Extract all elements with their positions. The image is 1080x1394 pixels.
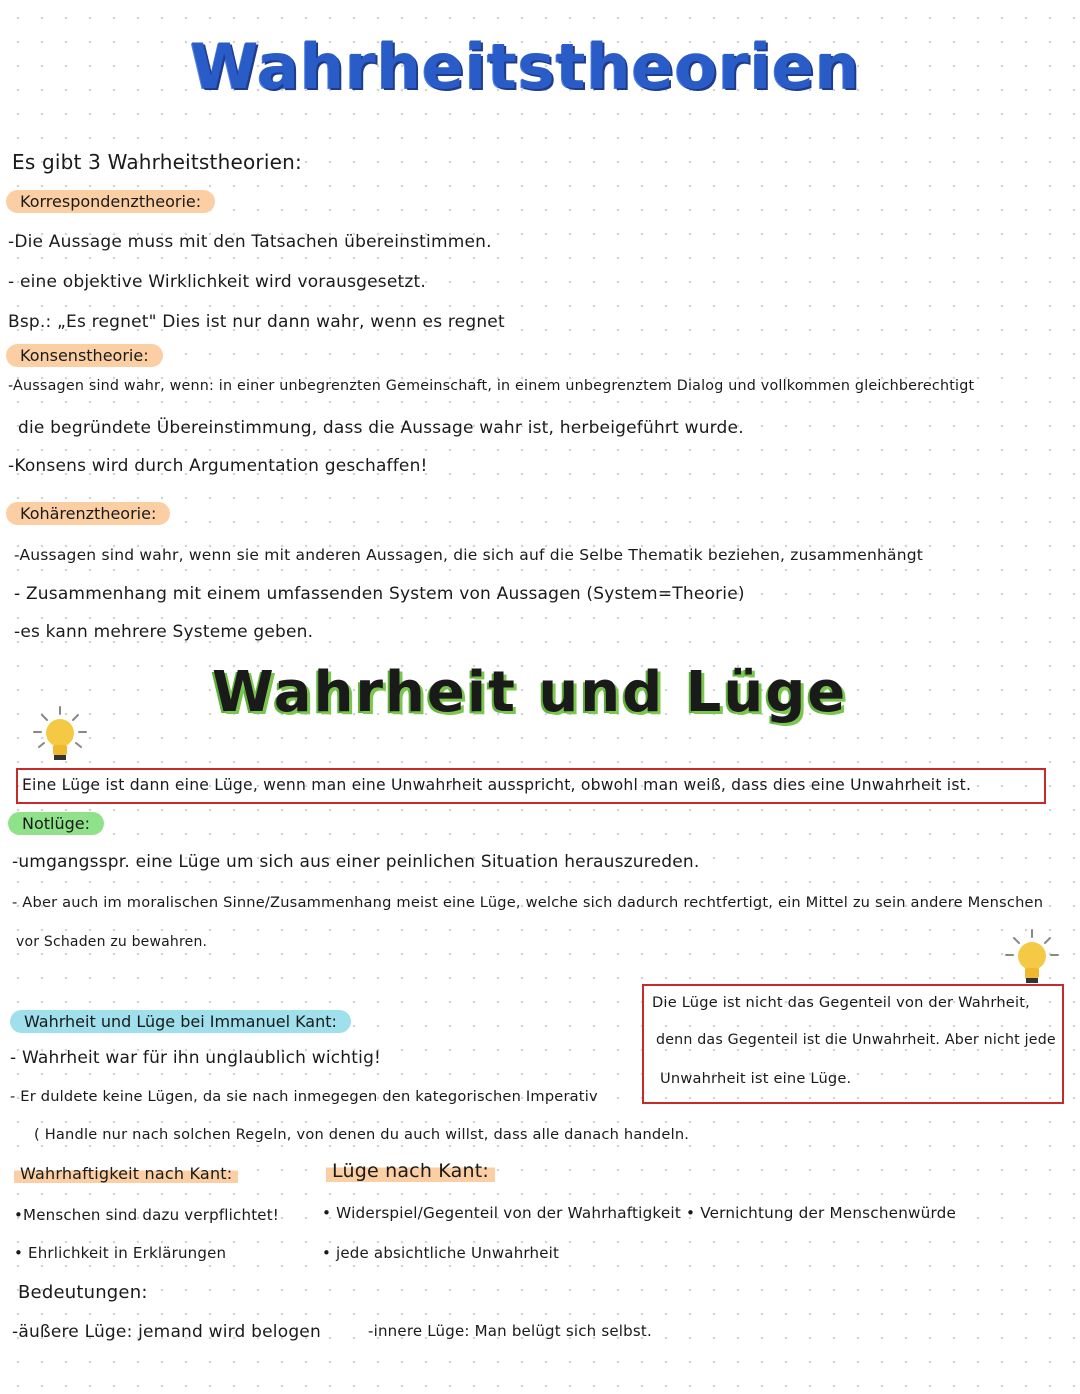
gegenteil-line-1: Die Lüge ist nicht das Gegenteil von der Wahrheit, [652, 994, 1030, 1011]
page-title: Wahrheitstheorien [190, 30, 861, 103]
section-title: Wahrheit und Lüge [212, 660, 848, 725]
definition-text: Eine Lüge ist dann eine Lüge, wenn man eine Unwahrheit ausspricht, obwohl man weiß, dass dies eine Unwahrheit ist. [22, 776, 972, 794]
korrespondenz-example: Bsp.: „Es regnet" Dies ist nur dann wahr, wenn es regnet [8, 312, 505, 332]
luege-kant-item-2: • jede absichtliche Unwahrheit [322, 1244, 560, 1262]
notluege-line-1: -umgangsspr. eine Lüge um sich aus einer peinlichen Situation herauszureden. [12, 852, 700, 872]
lightbulb-icon [30, 705, 90, 765]
korrespondenz-heading: Korrespondenztheorie: [6, 190, 215, 213]
aeussere-luege: -äußere Lüge: jemand wird belogen [12, 1322, 321, 1342]
lightbulb-icon [1002, 928, 1062, 988]
konsens-heading: Konsenstheorie: [6, 344, 163, 367]
gegenteil-box [642, 984, 1064, 1104]
intro-text: Es gibt 3 Wahrheitstheorien: [12, 150, 302, 174]
kohaerenz-heading: Kohärenztheorie: [6, 502, 170, 525]
kohaerenz-line-3: -es kann mehrere Systeme geben. [14, 622, 314, 642]
konsens-line-3: -Konsens wird durch Argumentation geschaffen! [8, 456, 428, 476]
kant-line-2: - Er duldete keine Lügen, da sie nach inmegegen den kategorischen Imperativ [10, 1088, 598, 1105]
wahrhaftigkeit-item-2: • Ehrlichkeit in Erklärungen [14, 1244, 227, 1262]
korrespondenz-line-2: - eine objektive Wirklichkeit wird vorausgesetzt. [8, 272, 426, 292]
luege-kant-heading: Lüge nach Kant: [326, 1160, 495, 1182]
notluege-line-3: vor Schaden zu bewahren. [16, 934, 208, 950]
wahrhaftigkeit-heading: Wahrhaftigkeit nach Kant: [14, 1164, 238, 1183]
kant-line-1: - Wahrheit war für ihn unglaublich wichtig! [10, 1048, 382, 1068]
korrespondenz-line-1: -Die Aussage muss mit den Tatsachen übereinstimmen. [8, 232, 492, 252]
kant-line-3: ( Handle nur nach solchen Regeln, von denen du auch willst, dass alle danach handeln. [34, 1126, 690, 1143]
konsens-line-2: die begründete Übereinstimmung, dass die Aussage wahr ist, herbeigeführt wurde. [18, 418, 744, 438]
innere-luege: -innere Lüge: Man belügt sich selbst. [368, 1322, 652, 1340]
kohaerenz-line-2: - Zusammenhang mit einem umfassenden System von Aussagen (System=Theorie) [14, 584, 745, 604]
kant-heading: Wahrheit und Lüge bei Immanuel Kant: [10, 1010, 351, 1033]
konsens-line-1: -Aussagen sind wahr, wenn: in einer unbegrenzten Gemeinschaft, in einem unbegrenztem Dialog und vollkommen gleichberechtigt [8, 378, 975, 394]
kohaerenz-line-1: -Aussagen sind wahr, wenn sie mit anderen Aussagen, die sich auf die Selbe Thematik beziehen, zusammenhängt [14, 546, 924, 564]
gegenteil-line-3: Unwahrheit ist eine Lüge. [660, 1070, 852, 1087]
luege-kant-item-1: • Widerspiel/Gegenteil von der Wahrhaftigkeit • Vernichtung der Menschenwürde [322, 1204, 957, 1222]
definition-box [16, 768, 1046, 804]
wahrhaftigkeit-item-1: •Menschen sind dazu verpflichtet! [14, 1206, 280, 1224]
notluege-line-2: - Aber auch im moralischen Sinne/Zusammenhang meist eine Lüge, welche sich dadurch rechtfertigt, ein Mittel zu sein andere Menschen [12, 894, 1044, 911]
bedeutungen-heading: Bedeutungen: [18, 1282, 148, 1303]
gegenteil-line-2: denn das Gegenteil ist die Unwahrheit. Aber nicht jede [656, 1032, 1056, 1048]
notluege-heading: Notlüge: [8, 812, 104, 835]
